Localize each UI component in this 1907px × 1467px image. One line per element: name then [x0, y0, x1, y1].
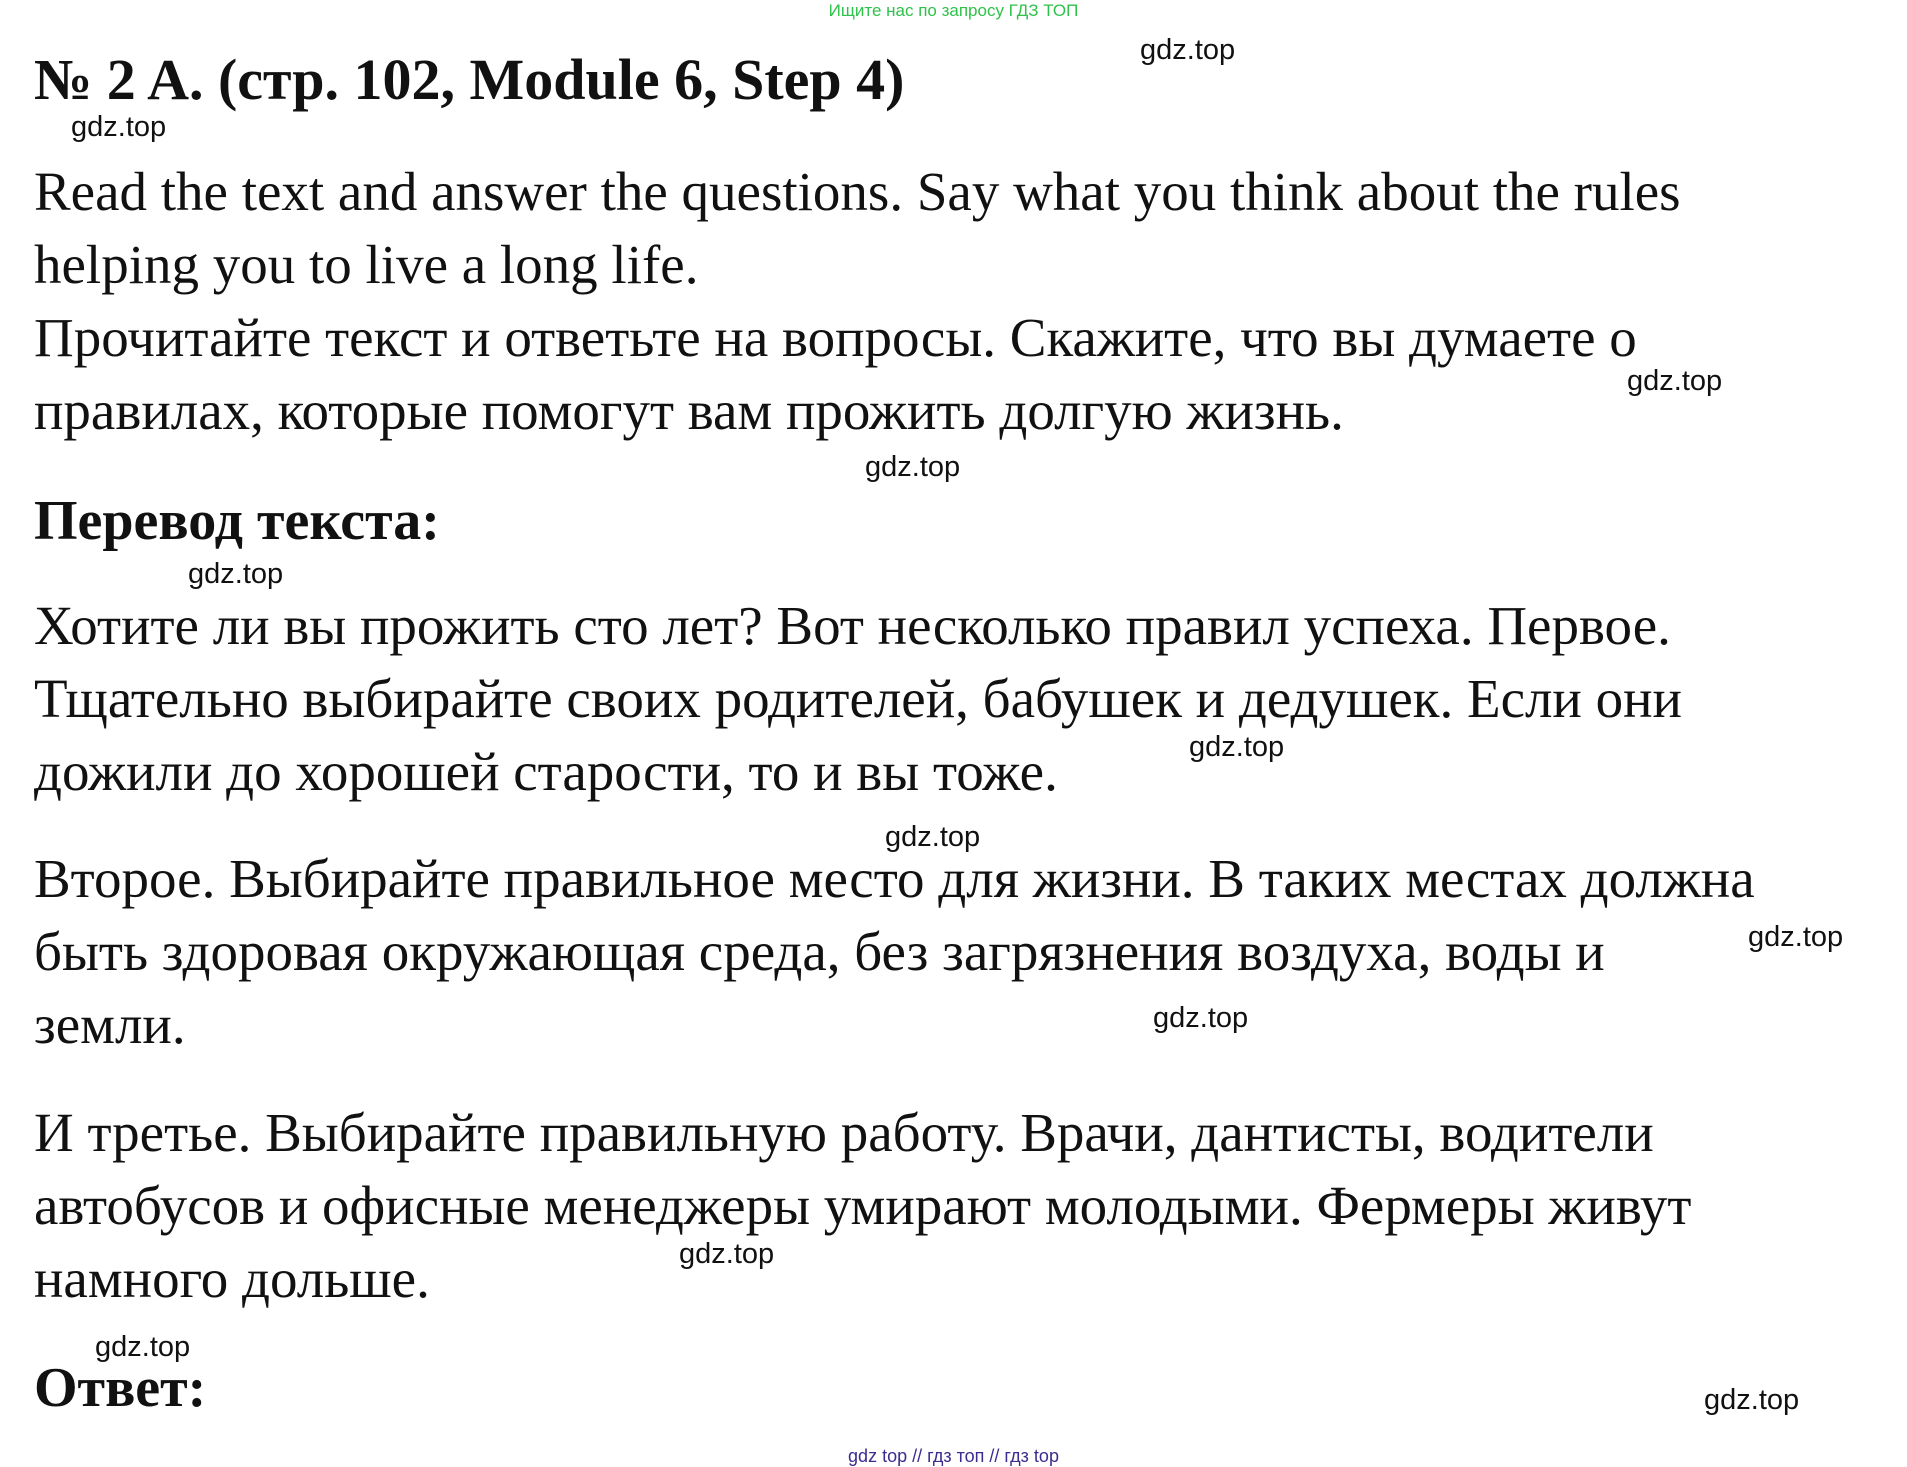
top-banner: Ищите нас по запросу ГДЗ ТОП — [828, 1, 1079, 20]
watermark: gdz.top — [885, 821, 981, 853]
footer-links: gdz top // гдз топ // гдз top — [848, 1446, 1059, 1466]
watermark: gdz.top — [71, 111, 167, 143]
watermark: gdz.top — [95, 1331, 191, 1363]
text-line: намного дольше. — [34, 1248, 430, 1309]
text-line: автобусов и офисные менеджеры умирают молодыми. Фермеры живут — [34, 1175, 1692, 1236]
text-line: земли. — [34, 994, 186, 1055]
text-line: правилах, которые помогут вам прожить долгую жизнь. — [34, 380, 1344, 441]
text-line: И третье. Выбирайте правильную работу. Врачи, дантисты, водители — [34, 1102, 1654, 1163]
translation-heading: Перевод текста: — [34, 490, 440, 552]
text-line: Прочитайте текст и ответьте на вопросы. Скажите, что вы думаете о — [34, 307, 1637, 368]
watermark: gdz.top — [1704, 1384, 1800, 1416]
text-line: быть здоровая окружающая среда, без загрязнения воздуха, воды и — [34, 921, 1605, 982]
text-line: Read the text and answer the questions. Say what you think about the rules — [34, 161, 1681, 222]
text-line: helping you to live a long life. — [34, 234, 699, 295]
watermark: gdz.top — [1748, 921, 1844, 953]
answer-heading: Ответ: — [34, 1357, 207, 1419]
watermark: gdz.top — [188, 558, 284, 590]
watermark: gdz.top — [679, 1238, 775, 1270]
watermark: gdz.top — [1189, 731, 1285, 763]
watermark: gdz.top — [1627, 365, 1723, 397]
watermark: gdz.top — [1140, 34, 1236, 66]
text-line: Тщательно выбирайте своих родителей, бабушек и дедушек. Если они — [34, 668, 1682, 729]
page-title: № 2 A. (стр. 102, Module 6, Step 4) — [34, 47, 905, 112]
text-line: Хотите ли вы прожить сто лет? Вот несколько правил успеха. Первое. — [34, 595, 1671, 656]
watermark: gdz.top — [1153, 1002, 1249, 1034]
text-line: дожили до хорошей старости, то и вы тоже. — [34, 741, 1058, 802]
text-line: Второе. Выбирайте правильное место для жизни. В таких местах должна — [34, 848, 1755, 909]
watermark: gdz.top — [865, 451, 961, 483]
